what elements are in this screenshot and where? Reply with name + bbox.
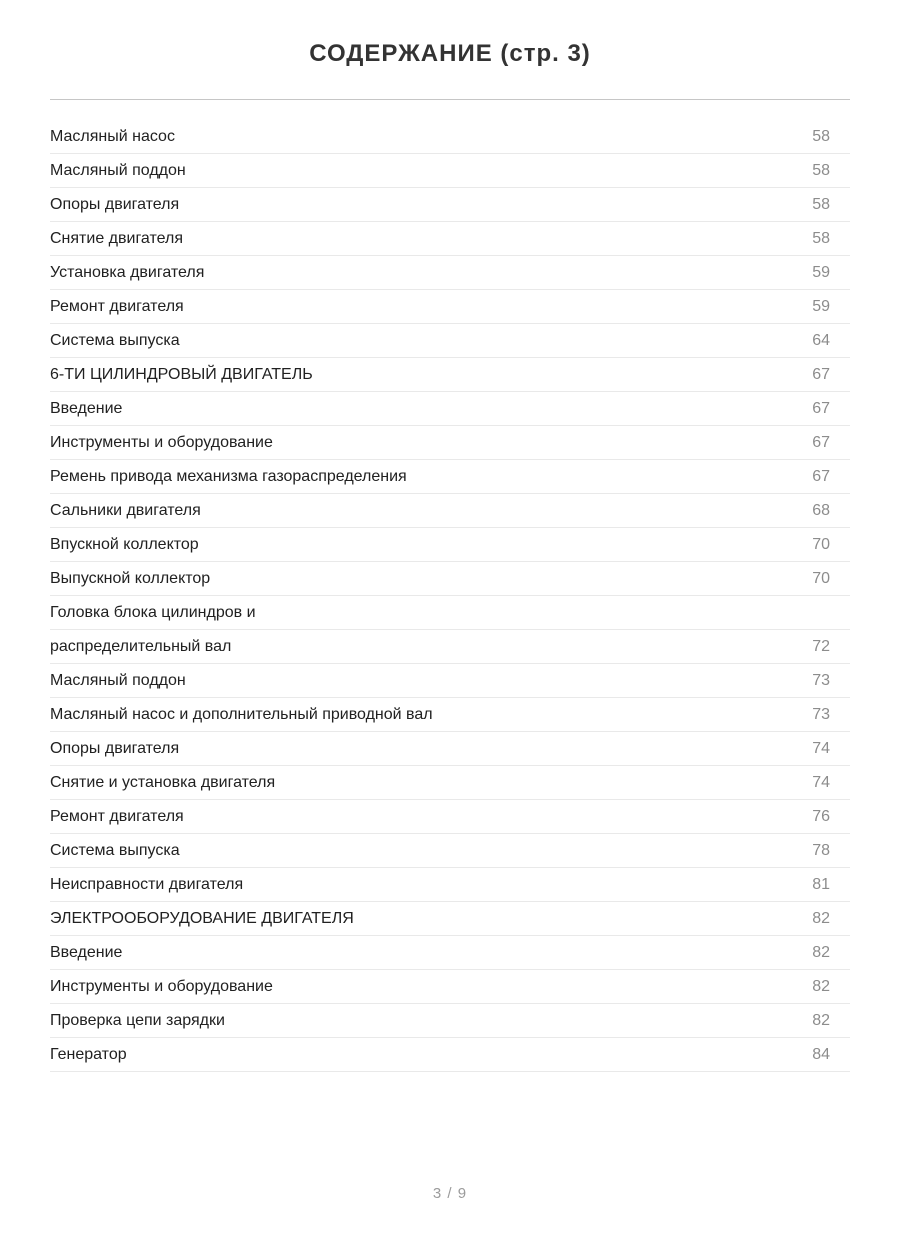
toc-row[interactable]: [50, 188, 850, 222]
toc-list: [50, 120, 850, 1072]
toc-entry-label: Проверка цепи зарядки: [50, 1011, 225, 1029]
toc-entry-page: 58: [812, 127, 830, 145]
toc-entry-label: Неисправности двигателя: [50, 875, 244, 893]
toc-row[interactable]: [50, 902, 850, 936]
toc-row[interactable]: [50, 154, 850, 188]
toc-entry-label: Масляный насос: [50, 127, 175, 145]
toc-entry-label: Генератор: [50, 1045, 127, 1063]
toc-row[interactable]: [50, 732, 850, 766]
toc-row[interactable]: [50, 766, 850, 800]
toc-entry-label: Головка блока цилиндров и: [50, 603, 256, 621]
toc-entry-label: Масляный насос и дополнительный приводной вал: [50, 705, 433, 723]
page-indicator: 3 / 9: [432, 1185, 468, 1202]
toc-entry-label: Установка двигателя: [50, 263, 205, 281]
toc-entry-label: Масляный поддон: [50, 671, 186, 689]
toc-entry-page: 67: [812, 467, 830, 485]
toc-entry-page: 73: [812, 705, 830, 723]
toc-entry-label: Введение: [50, 399, 123, 417]
toc-row[interactable]: [50, 426, 850, 460]
toc-row[interactable]: [50, 936, 850, 970]
toc-page: [0, 40, 900, 1202]
toc-row[interactable]: [50, 120, 850, 154]
toc-row[interactable]: [50, 290, 850, 324]
toc-entry-label: Система выпуска: [50, 841, 180, 859]
toc-entry-page: 76: [812, 807, 830, 825]
toc-entry-page: 82: [812, 943, 830, 961]
toc-entry-page: 74: [812, 739, 830, 757]
toc-row[interactable]: [50, 1004, 850, 1038]
toc-row[interactable]: [50, 256, 850, 290]
toc-entry-label: Ремонт двигателя: [50, 807, 184, 825]
toc-row[interactable]: [50, 800, 850, 834]
toc-row[interactable]: [50, 1038, 850, 1072]
toc-row[interactable]: [50, 460, 850, 494]
toc-row[interactable]: [50, 664, 850, 698]
toc-entry-page: 84: [812, 1045, 830, 1063]
toc-entry-label: Опоры двигателя: [50, 739, 180, 757]
toc-entry-label: Масляный поддон: [50, 161, 186, 179]
toc-entry-page: 58: [812, 161, 830, 179]
toc-entry-label: 6-ТИ ЦИЛИНДРОВЫЙ ДВИГАТЕЛЬ: [50, 365, 313, 383]
toc-row[interactable]: [50, 222, 850, 256]
toc-entry-page: 72: [812, 637, 830, 655]
toc-entry-page: 74: [812, 773, 830, 791]
toc-entry-page: 70: [812, 569, 830, 587]
toc-row[interactable]: [50, 596, 850, 630]
toc-row[interactable]: [50, 358, 850, 392]
toc-entry-page: 82: [812, 977, 830, 995]
toc-entry-page: 70: [812, 535, 830, 553]
toc-entry-label: Ремень привода механизма газораспределения: [50, 467, 407, 485]
toc-entry-page: 67: [812, 365, 830, 383]
toc-entry-label: Инструменты и оборудование: [50, 433, 273, 451]
toc-row[interactable]: [50, 324, 850, 358]
toc-entry-label: Система выпуска: [50, 331, 180, 349]
toc-entry-page: 73: [812, 671, 830, 689]
toc-entry-page: 58: [812, 195, 830, 213]
toc-row[interactable]: [50, 630, 850, 664]
toc-row[interactable]: [50, 868, 850, 902]
toc-entry-label: Инструменты и оборудование: [50, 977, 273, 995]
toc-row[interactable]: [50, 834, 850, 868]
toc-entry-page: 64: [812, 331, 830, 349]
toc-row[interactable]: [50, 698, 850, 732]
toc-row[interactable]: [50, 494, 850, 528]
toc-entry-label: Ремонт двигателя: [50, 297, 184, 315]
toc-entry-label: Впускной коллектор: [50, 535, 199, 553]
toc-row[interactable]: [50, 392, 850, 426]
toc-entry-label: Опоры двигателя: [50, 195, 180, 213]
toc-entry-page: 59: [812, 297, 830, 315]
toc-entry-label: распределительный вал: [50, 637, 232, 655]
toc-entry-page: 81: [812, 875, 830, 893]
toc-entry-page: 68: [812, 501, 830, 519]
header-divider: [50, 99, 850, 100]
toc-entry-page: 59: [812, 263, 830, 281]
toc-row[interactable]: [50, 562, 850, 596]
toc-entry-page: 82: [812, 909, 830, 927]
toc-entry-page: 82: [812, 1011, 830, 1029]
page-title: СОДЕРЖАНИЕ (стр. 3): [309, 40, 591, 67]
toc-entry-label: Выпускной коллектор: [50, 569, 211, 587]
toc-entry-page: 78: [812, 841, 830, 859]
toc-row[interactable]: [50, 970, 850, 1004]
toc-entry-page: 58: [812, 229, 830, 247]
toc-entry-label: Сальники двигателя: [50, 501, 201, 519]
toc-entry-label: Снятие двигателя: [50, 229, 183, 247]
toc-entry-label: Введение: [50, 943, 123, 961]
toc-entry-label: Снятие и установка двигателя: [50, 773, 276, 791]
toc-entry-page: 67: [812, 399, 830, 417]
toc-entry-label: ЭЛЕКТРООБОРУДОВАНИЕ ДВИГАТЕЛЯ: [50, 909, 354, 927]
toc-entry-page: 67: [812, 433, 830, 451]
toc-row[interactable]: [50, 528, 850, 562]
